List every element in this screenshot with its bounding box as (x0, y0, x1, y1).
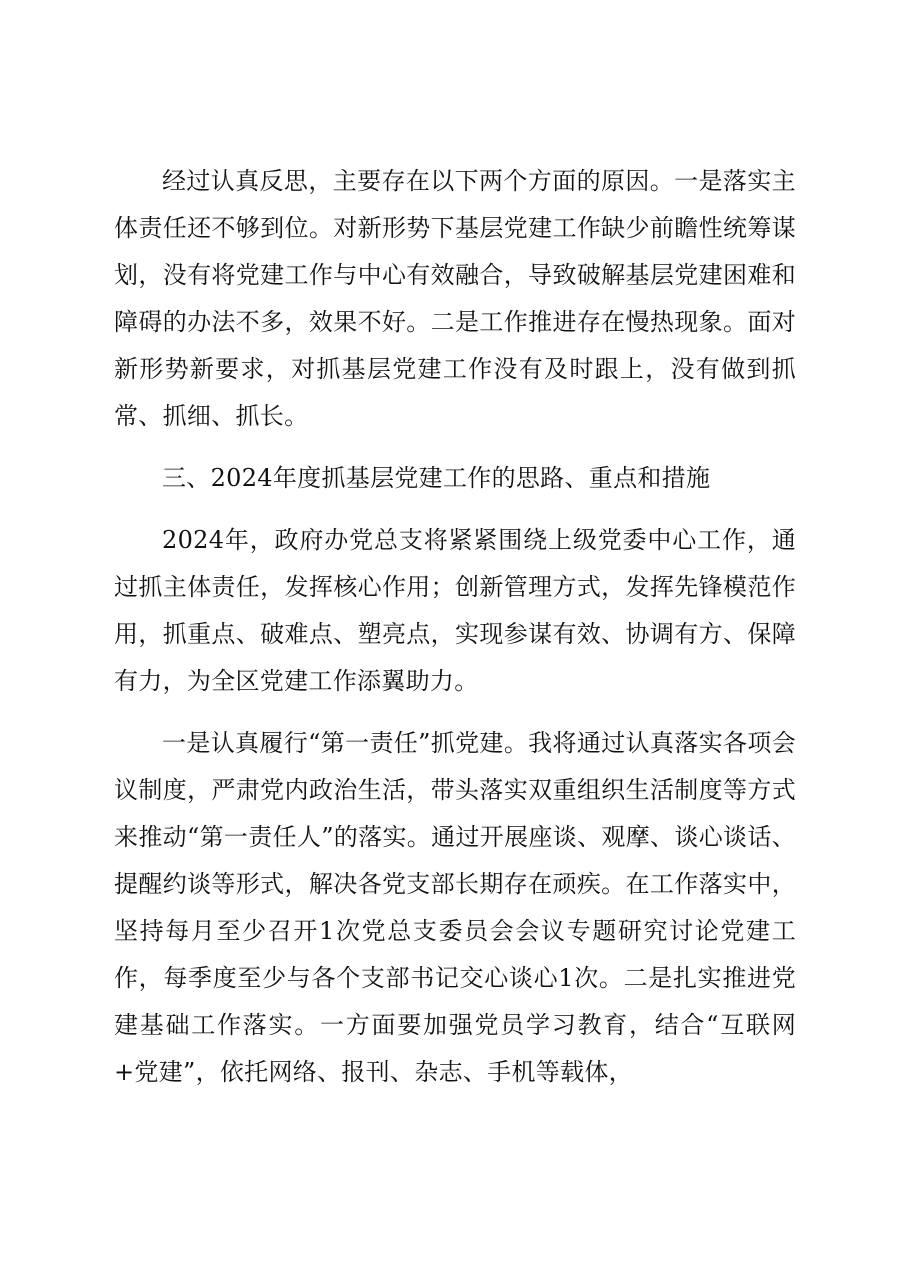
paragraph-measures: 一是认真履行“第一责任”抓党建。我将通过认真落实各项会议制度，严肃党内政治生活，带头落实双重组织生活制度等方式来推动“第一责任人”的落实。通过开展座谈、观摩、谈心谈话、提醒约谈等形式，解决各党支部长期存在顽疾。在工作落实中，坚持每月至少召开1次党总支委员会会议专题研究讨论党建工作，每季度至少与各个支部书记交心谈心1次。二是扎实推进党建基础工作落实。一方面要加强党员学习教育，结合“互联网+党建”，依托网络、报刊、杂志、手机等载体， (114, 729, 796, 1086)
paragraph-2024-plan: 2024年，政府办党总支将紧紧围绕上级党委中心工作，通过抓主体责任，发挥核心作用；创新管理方式，发挥先锋模范作用，抓重点、破难点、塑亮点，实现参谋有效、协调有方、保障有力，为全区党建工作添翼助力。 (114, 526, 796, 695)
paragraph-reasons: 经过认真反思，主要存在以下两个方面的原因。一是落实主体责任还不够到位。对新形势下基层党建工作缺少前瞻性统筹谋划，没有将党建工作与中心有效融合，导致破解基层党建困难和障碍的办法不多，效果不好。二是工作推进存在慢热现象。面对新形势新要求，对抓基层党建工作没有及时跟上，没有做到抓常、抓细、抓长。 (114, 167, 796, 430)
section-heading-three: 三、2024年度抓基层党建工作的思路、重点和措施 (162, 464, 711, 492)
document-body (114, 158, 796, 1111)
